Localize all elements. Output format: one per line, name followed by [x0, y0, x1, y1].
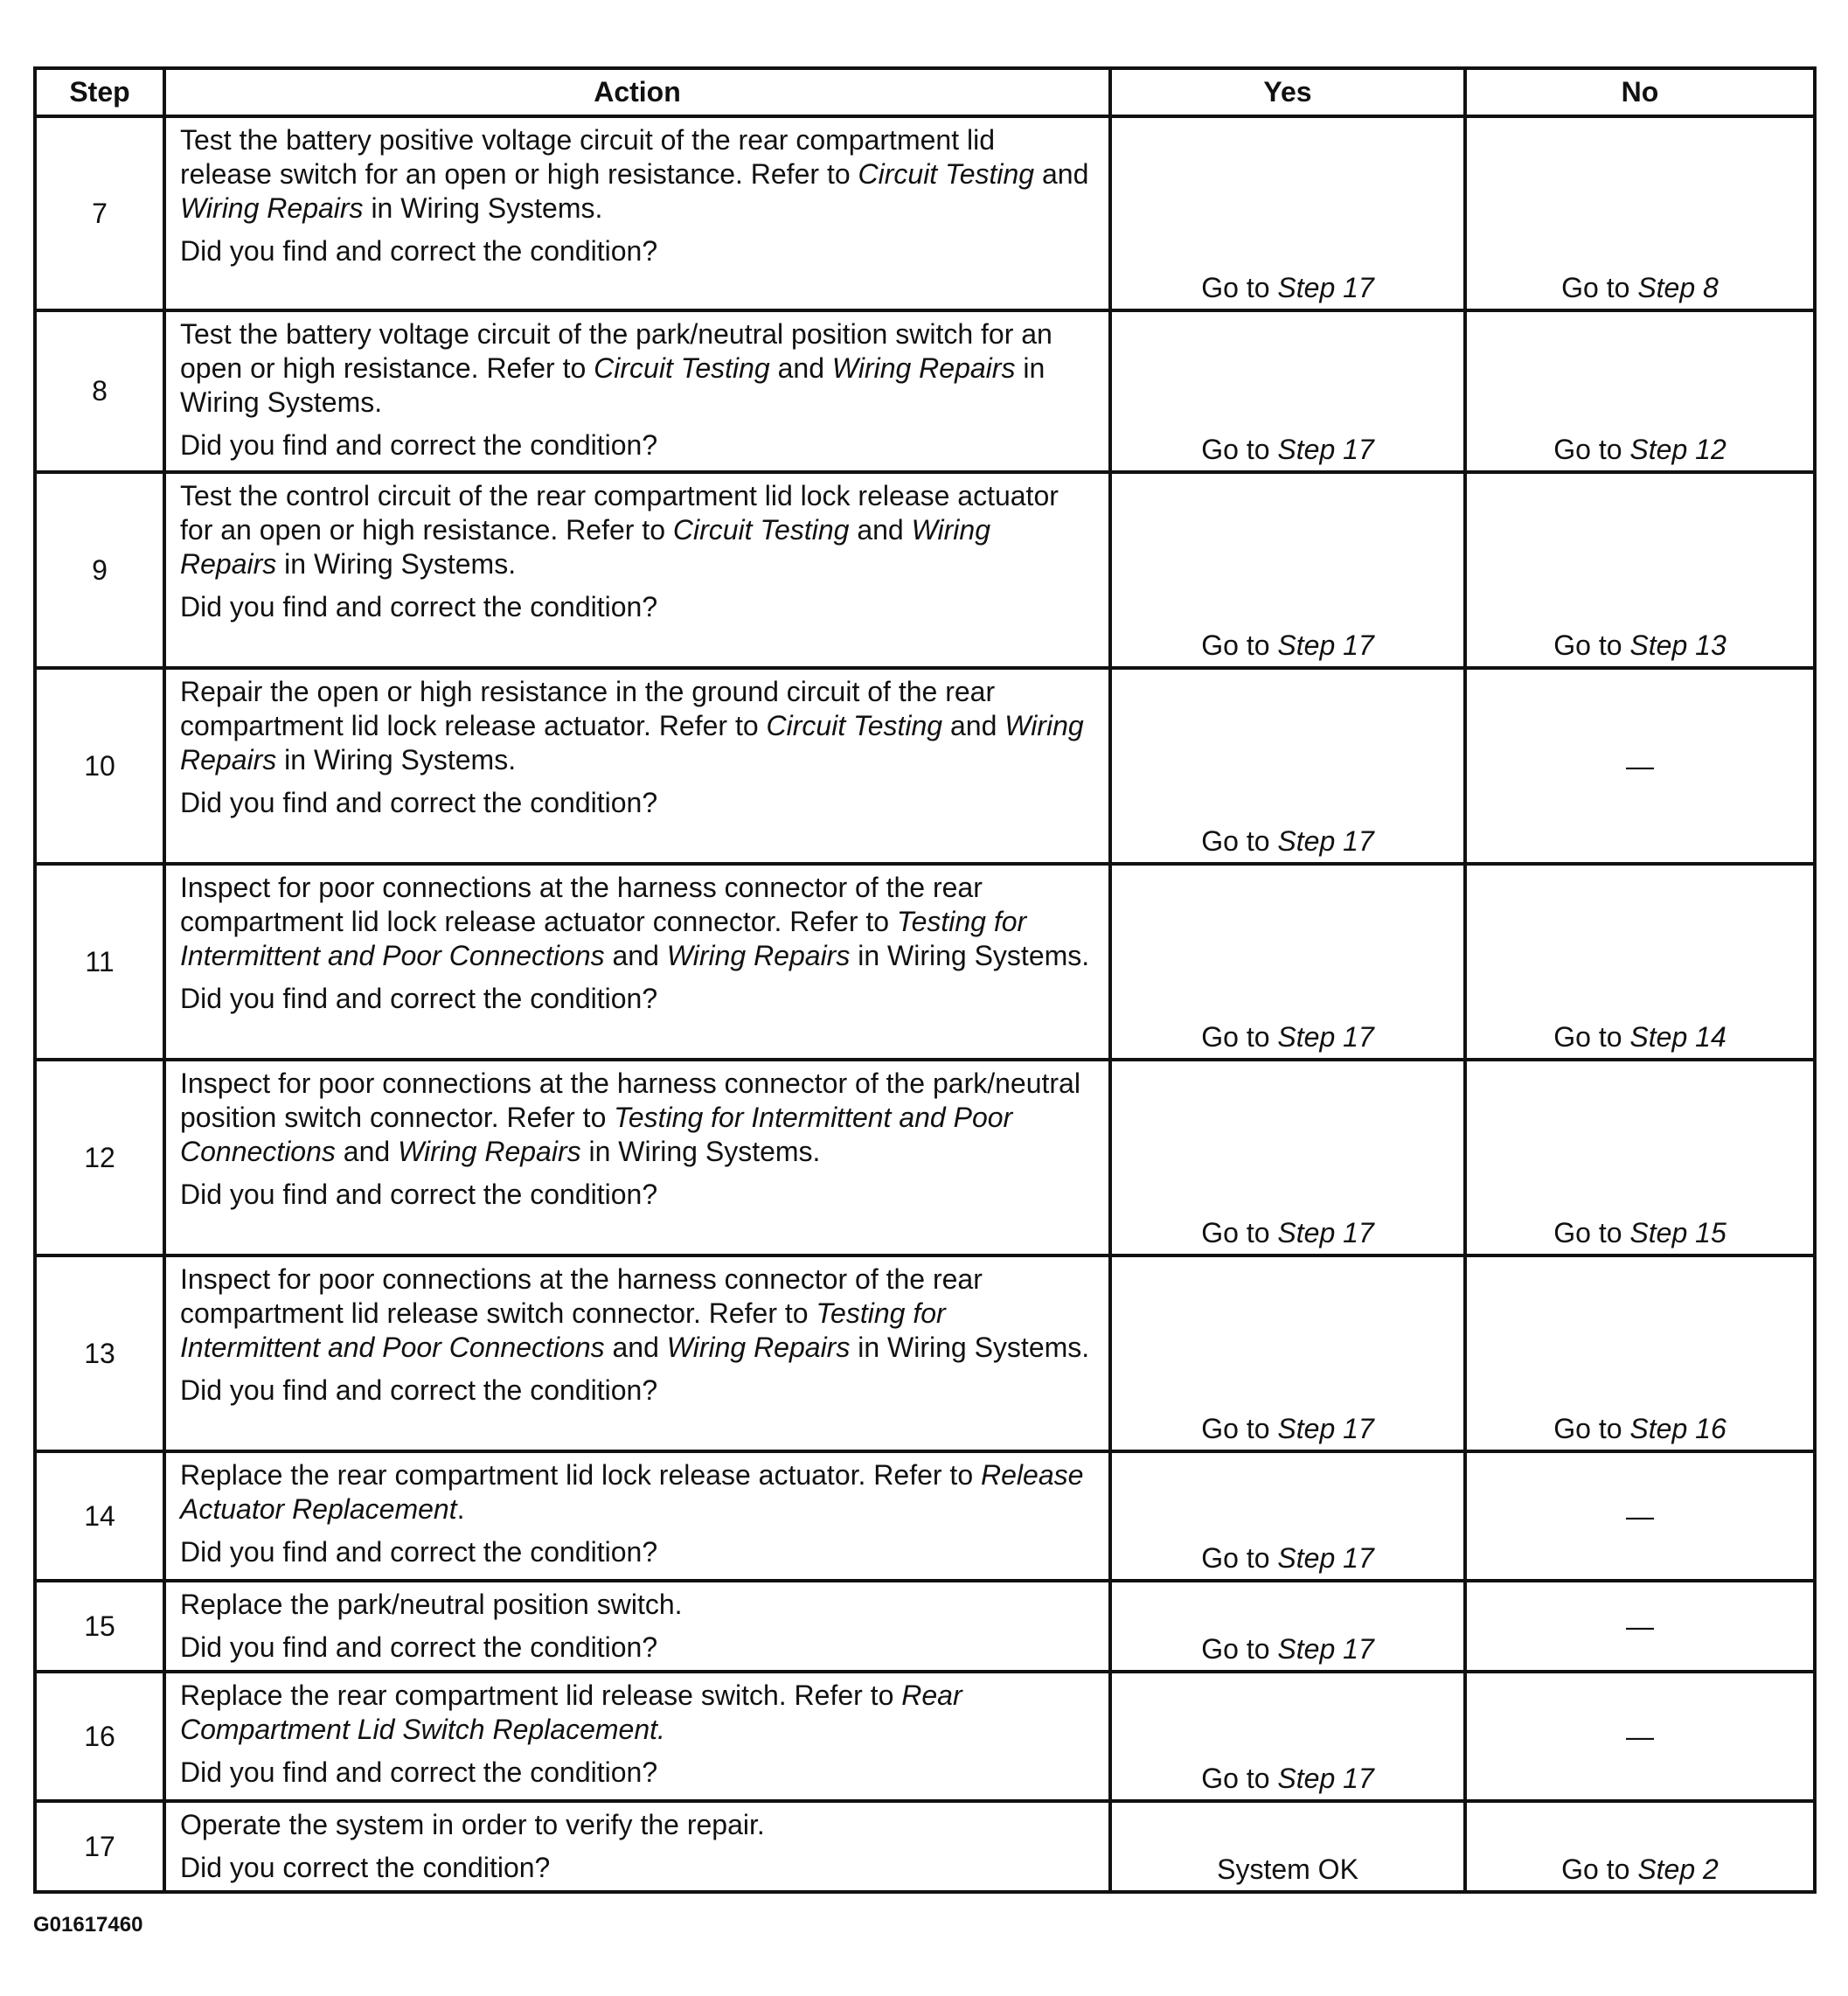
plain-text: Test the control circuit of the rear compartment lid lock release actuator for an open or high resistance. Refer to	[180, 480, 1059, 546]
yes-result	[1110, 1060, 1465, 1255]
reference-text: Wiring Repairs	[831, 352, 1016, 384]
action-question: Did you find and correct the condition?	[180, 1756, 658, 1788]
step-number: 15	[35, 1581, 164, 1672]
action-question: Did you find and correct the condition?	[180, 983, 658, 1014]
plain-text: in Wiring Systems.	[276, 744, 517, 775]
action-instruction	[180, 871, 1093, 973]
step-number: 10	[35, 668, 164, 864]
reference-text: Rear Compartment Lid Switch Replacement.	[180, 1680, 962, 1745]
reference-text: Step 14	[1629, 1021, 1726, 1053]
plain-text: Go to	[1553, 434, 1630, 465]
plain-text: Go to	[1201, 272, 1278, 303]
no-result	[1465, 1801, 1815, 1892]
reference-text: Step 8	[1637, 272, 1719, 303]
step-number: 13	[35, 1255, 164, 1451]
reference-text: Step 13	[1629, 629, 1726, 661]
figure-id: G01617460	[33, 1913, 143, 1937]
plain-text: Go to	[1201, 1633, 1278, 1665]
reference-text: Circuit Testing	[858, 158, 1035, 190]
step-number: 17	[35, 1801, 164, 1892]
action-instruction	[180, 479, 1093, 581]
reference-text: Step 16	[1629, 1413, 1726, 1444]
reference-text: Step 17	[1277, 1413, 1374, 1444]
plain-text: Go to	[1201, 629, 1278, 661]
reference-text: Step 17	[1277, 1542, 1374, 1574]
plain-text: Test the battery voltage circuit of the park/neutral position switch for an open or high resistance. Refer to	[180, 318, 1053, 384]
yes-result	[1110, 668, 1465, 864]
action-cell	[164, 668, 1110, 864]
step-number: 9	[35, 472, 164, 668]
reference-text: Wiring Repairs	[398, 1136, 581, 1167]
plain-text: Replace the park/neutral position switch.	[180, 1589, 683, 1620]
plain-text: —	[1626, 1610, 1654, 1642]
step-number: 16	[35, 1672, 164, 1801]
plain-text: Inspect for poor connections at the harness connector of the park/neutral position switch connector. Refer to	[180, 1068, 1080, 1133]
yes-result	[1110, 1801, 1465, 1892]
plain-text: Go to	[1553, 1413, 1630, 1444]
action-cell	[164, 1672, 1110, 1801]
no-result	[1465, 1672, 1815, 1801]
action-instruction	[180, 675, 1093, 777]
reference-text: Testing for Intermittent and Poor Connections	[180, 1102, 1013, 1167]
table-row	[35, 1255, 1815, 1451]
plain-text: and	[335, 1136, 399, 1167]
plain-text: Inspect for poor connections at the harness connector of the rear compartment lid lock release actuator connector. Refer to	[180, 872, 983, 937]
plain-text: Go to	[1553, 1021, 1630, 1053]
plain-text: in Wiring Systems.	[580, 1136, 821, 1167]
plain-text: Replace the rear compartment lid release switch. Refer to	[180, 1680, 902, 1711]
plain-text: Go to	[1561, 272, 1638, 303]
plain-text: and	[604, 940, 667, 971]
table-row	[35, 310, 1815, 472]
plain-text: Go to	[1201, 1413, 1278, 1444]
no-result	[1465, 1451, 1815, 1581]
action-cell	[164, 1801, 1110, 1892]
reference-text: Step 12	[1629, 434, 1726, 465]
table-row	[35, 472, 1815, 668]
plain-text: Go to	[1553, 1217, 1630, 1248]
action-question: Did you find and correct the condition?	[180, 787, 658, 818]
plain-text: in Wiring Systems.	[276, 548, 517, 580]
action-question: Did you find and correct the condition?	[180, 1374, 658, 1406]
header-action: Action	[164, 68, 1110, 116]
step-number: 7	[35, 116, 164, 310]
table-row	[35, 1451, 1815, 1581]
action-instruction	[180, 123, 1093, 226]
no-result	[1465, 116, 1815, 310]
reference-text: Testing for Intermittent and Poor Connections	[180, 1297, 946, 1363]
reference-text: Release Actuator Replacement	[180, 1459, 1084, 1525]
plain-text: Inspect for poor connections at the harness connector of the rear compartment lid release switch connector. Refer to	[180, 1263, 983, 1329]
plain-text: Test the battery positive voltage circuit of the rear compartment lid release switch for an open or high resistance. Refer to	[180, 124, 995, 190]
reference-text: Wiring Repairs	[180, 514, 990, 580]
reference-text: Wiring Repairs	[180, 710, 1084, 775]
reference-text: Step 15	[1629, 1217, 1726, 1248]
reference-text: Step 17	[1277, 272, 1374, 303]
plain-text: in Wiring Systems.	[180, 352, 1046, 418]
plain-text: Go to	[1201, 1542, 1278, 1574]
header-row	[35, 68, 1815, 116]
header-step: Step	[35, 68, 164, 116]
yes-result	[1110, 472, 1465, 668]
plain-text: Replace the rear compartment lid lock release actuator. Refer to	[180, 1459, 981, 1491]
table-row	[35, 1801, 1815, 1892]
plain-text: and	[1034, 158, 1089, 190]
no-result	[1465, 864, 1815, 1060]
no-result	[1465, 668, 1815, 864]
no-result	[1465, 1581, 1815, 1672]
plain-text: Go to	[1201, 434, 1278, 465]
reference-text: Wiring Repairs	[666, 1332, 851, 1363]
header-yes: Yes	[1110, 68, 1465, 116]
table-row	[35, 116, 1815, 310]
action-cell	[164, 1581, 1110, 1672]
plain-text: in Wiring Systems.	[850, 940, 1090, 971]
plain-text: in Wiring Systems.	[363, 192, 603, 224]
yes-result	[1110, 1451, 1465, 1581]
yes-result	[1110, 1255, 1465, 1451]
header-no: No	[1465, 68, 1815, 116]
step-number: 8	[35, 310, 164, 472]
yes-result	[1110, 1581, 1465, 1672]
reference-text: Wiring Repairs	[180, 192, 364, 224]
reference-text: Step 17	[1277, 1633, 1374, 1665]
plain-text: Repair the open or high resistance in the ground circuit of the rear compartment lid lock release actuator. Refer to	[180, 676, 996, 741]
plain-text: —	[1626, 1499, 1654, 1532]
no-result	[1465, 472, 1815, 668]
action-instruction	[180, 1262, 1093, 1365]
yes-result	[1110, 864, 1465, 1060]
action-cell	[164, 1451, 1110, 1581]
diagnostic-table	[33, 66, 1817, 1894]
plain-text: Operate the system in order to verify the repair.	[180, 1809, 765, 1840]
plain-text: Go to	[1201, 1217, 1278, 1248]
table-row	[35, 1060, 1815, 1255]
plain-text: Go to	[1201, 1763, 1278, 1794]
action-instruction	[180, 1458, 1093, 1527]
action-cell	[164, 472, 1110, 668]
reference-text: Wiring Repairs	[666, 940, 851, 971]
step-number: 14	[35, 1451, 164, 1581]
no-result	[1465, 1060, 1815, 1255]
reference-text: Circuit Testing	[766, 710, 943, 741]
plain-text: —	[1626, 1720, 1654, 1752]
action-question: Did you find and correct the condition?	[180, 429, 658, 461]
yes-result	[1110, 1672, 1465, 1801]
action-instruction	[180, 1808, 1093, 1842]
table-row	[35, 668, 1815, 864]
yes-result	[1110, 116, 1465, 310]
table-row	[35, 864, 1815, 1060]
reference-text: Step 17	[1277, 629, 1374, 661]
plain-text: Go to	[1201, 1021, 1278, 1053]
plain-text: .	[456, 1493, 465, 1525]
table-row	[35, 1672, 1815, 1801]
plain-text: and	[942, 710, 1005, 741]
plain-text: Go to	[1553, 629, 1630, 661]
action-cell	[164, 116, 1110, 310]
plain-text: Go to	[1561, 1853, 1638, 1885]
action-question: Did you find and correct the condition?	[180, 1631, 658, 1663]
plain-text: and	[604, 1332, 667, 1363]
no-result	[1465, 310, 1815, 472]
action-instruction	[180, 317, 1093, 420]
action-question: Did you find and correct the condition?	[180, 591, 658, 622]
no-result	[1465, 1255, 1815, 1451]
reference-text: Step 17	[1277, 1217, 1374, 1248]
step-number: 11	[35, 864, 164, 1060]
action-instruction	[180, 1067, 1093, 1169]
action-question: Did you find and correct the condition?	[180, 1536, 658, 1568]
action-cell	[164, 310, 1110, 472]
reference-text: Circuit Testing	[594, 352, 770, 384]
yes-result	[1110, 310, 1465, 472]
plain-text: System OK	[1217, 1853, 1358, 1885]
reference-text: Step 17	[1277, 825, 1374, 857]
plain-text: Go to	[1201, 825, 1278, 857]
step-number: 12	[35, 1060, 164, 1255]
action-instruction	[180, 1588, 1093, 1622]
reference-text: Step 2	[1637, 1853, 1719, 1885]
table-row	[35, 1581, 1815, 1672]
action-cell	[164, 1255, 1110, 1451]
plain-text: and	[769, 352, 832, 384]
table-body	[35, 116, 1815, 1892]
reference-text: Step 17	[1277, 1021, 1374, 1053]
plain-text: in Wiring Systems.	[850, 1332, 1090, 1363]
reference-text: Testing for Intermittent and Poor Connections	[180, 906, 1027, 971]
reference-text: Step 17	[1277, 1763, 1374, 1794]
action-question: Did you correct the condition?	[180, 1852, 551, 1883]
action-cell	[164, 1060, 1110, 1255]
reference-text: Step 17	[1277, 434, 1374, 465]
reference-text: Circuit Testing	[672, 514, 850, 546]
plain-text: and	[849, 514, 912, 546]
action-question: Did you find and correct the condition?	[180, 235, 658, 267]
action-cell	[164, 864, 1110, 1060]
plain-text: —	[1626, 749, 1654, 782]
action-instruction	[180, 1679, 1093, 1747]
action-question: Did you find and correct the condition?	[180, 1179, 658, 1210]
